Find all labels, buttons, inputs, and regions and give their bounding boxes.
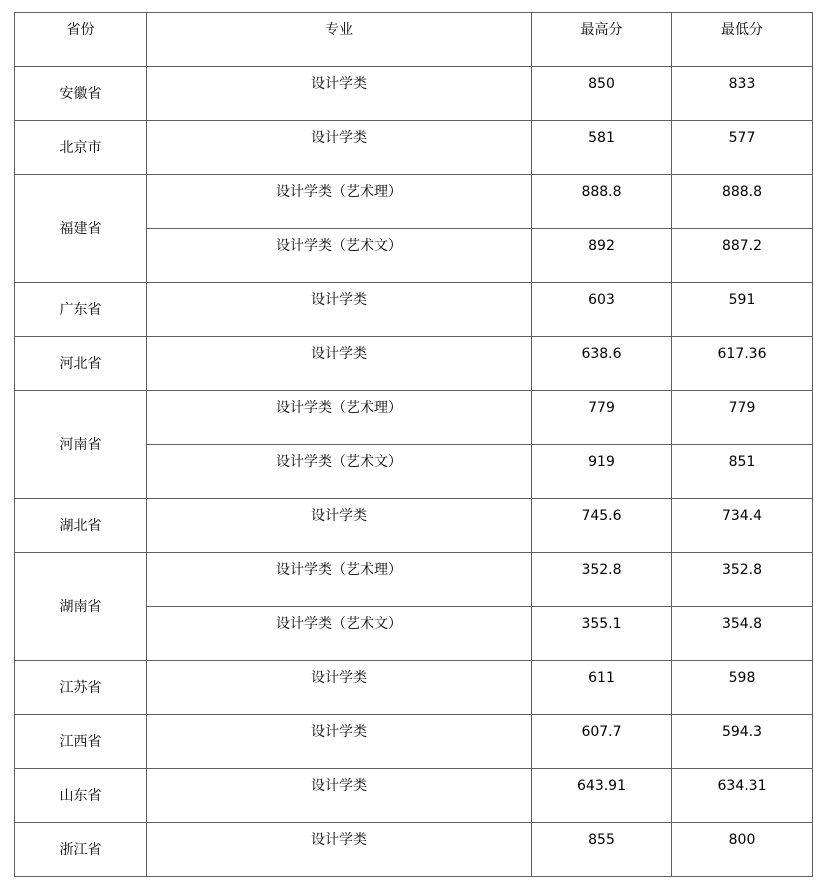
min-score-cell: 591 bbox=[672, 283, 813, 337]
table-row bbox=[15, 553, 813, 607]
table-row bbox=[15, 391, 813, 445]
max-score-cell: 352.8 bbox=[532, 553, 672, 607]
header-max-score: 最高分 bbox=[532, 13, 672, 67]
max-score-cell: 745.6 bbox=[532, 499, 672, 553]
header-major: 专业 bbox=[147, 13, 532, 67]
table-body bbox=[15, 67, 813, 877]
province-cell: 湖南省 bbox=[15, 553, 147, 661]
header-province: 省份 bbox=[15, 13, 147, 67]
province-cell: 江西省 bbox=[15, 715, 147, 769]
major-cell: 设计学类 bbox=[147, 823, 532, 877]
table-row bbox=[15, 175, 813, 229]
table-row bbox=[15, 499, 813, 553]
table-row bbox=[15, 661, 813, 715]
max-score-cell: 855 bbox=[532, 823, 672, 877]
table-header bbox=[15, 13, 813, 67]
major-cell: 设计学类（艺术文） bbox=[147, 229, 532, 283]
max-score-cell: 850 bbox=[532, 67, 672, 121]
major-cell: 设计学类（艺术理） bbox=[147, 553, 532, 607]
min-score-cell: 833 bbox=[672, 67, 813, 121]
max-score-cell: 581 bbox=[532, 121, 672, 175]
major-cell: 设计学类（艺术理） bbox=[147, 391, 532, 445]
max-score-cell: 607.7 bbox=[532, 715, 672, 769]
min-score-cell: 779 bbox=[672, 391, 813, 445]
max-score-cell: 355.1 bbox=[532, 607, 672, 661]
major-cell: 设计学类 bbox=[147, 499, 532, 553]
province-cell: 山东省 bbox=[15, 769, 147, 823]
province-cell: 北京市 bbox=[15, 121, 147, 175]
table-row bbox=[15, 715, 813, 769]
min-score-cell: 598 bbox=[672, 661, 813, 715]
min-score-cell: 354.8 bbox=[672, 607, 813, 661]
major-cell: 设计学类（艺术理） bbox=[147, 175, 532, 229]
max-score-cell: 643.91 bbox=[532, 769, 672, 823]
table-row bbox=[15, 337, 813, 391]
province-cell: 江苏省 bbox=[15, 661, 147, 715]
major-cell: 设计学类 bbox=[147, 715, 532, 769]
score-table bbox=[14, 12, 813, 877]
min-score-cell: 851 bbox=[672, 445, 813, 499]
province-cell: 湖北省 bbox=[15, 499, 147, 553]
min-score-cell: 887.2 bbox=[672, 229, 813, 283]
province-cell: 河南省 bbox=[15, 391, 147, 499]
max-score-cell: 892 bbox=[532, 229, 672, 283]
max-score-cell: 888.8 bbox=[532, 175, 672, 229]
province-cell: 广东省 bbox=[15, 283, 147, 337]
province-cell: 安徽省 bbox=[15, 67, 147, 121]
table-row bbox=[15, 67, 813, 121]
max-score-cell: 638.6 bbox=[532, 337, 672, 391]
max-score-cell: 603 bbox=[532, 283, 672, 337]
min-score-cell: 800 bbox=[672, 823, 813, 877]
min-score-cell: 634.31 bbox=[672, 769, 813, 823]
max-score-cell: 919 bbox=[532, 445, 672, 499]
major-cell: 设计学类 bbox=[147, 769, 532, 823]
min-score-cell: 577 bbox=[672, 121, 813, 175]
major-cell: 设计学类 bbox=[147, 121, 532, 175]
max-score-cell: 611 bbox=[532, 661, 672, 715]
major-cell: 设计学类（艺术文） bbox=[147, 445, 532, 499]
min-score-cell: 594.3 bbox=[672, 715, 813, 769]
min-score-cell: 352.8 bbox=[672, 553, 813, 607]
min-score-cell: 734.4 bbox=[672, 499, 813, 553]
table-row bbox=[15, 823, 813, 877]
max-score-cell: 779 bbox=[532, 391, 672, 445]
header-min-score: 最低分 bbox=[672, 13, 813, 67]
major-cell: 设计学类 bbox=[147, 283, 532, 337]
province-cell: 浙江省 bbox=[15, 823, 147, 877]
min-score-cell: 617.36 bbox=[672, 337, 813, 391]
table-row bbox=[15, 121, 813, 175]
major-cell: 设计学类 bbox=[147, 67, 532, 121]
table-row bbox=[15, 769, 813, 823]
header-row bbox=[15, 13, 813, 67]
major-cell: 设计学类（艺术文） bbox=[147, 607, 532, 661]
min-score-cell: 888.8 bbox=[672, 175, 813, 229]
major-cell: 设计学类 bbox=[147, 661, 532, 715]
province-cell: 福建省 bbox=[15, 175, 147, 283]
table-row bbox=[15, 283, 813, 337]
major-cell: 设计学类 bbox=[147, 337, 532, 391]
province-cell: 河北省 bbox=[15, 337, 147, 391]
